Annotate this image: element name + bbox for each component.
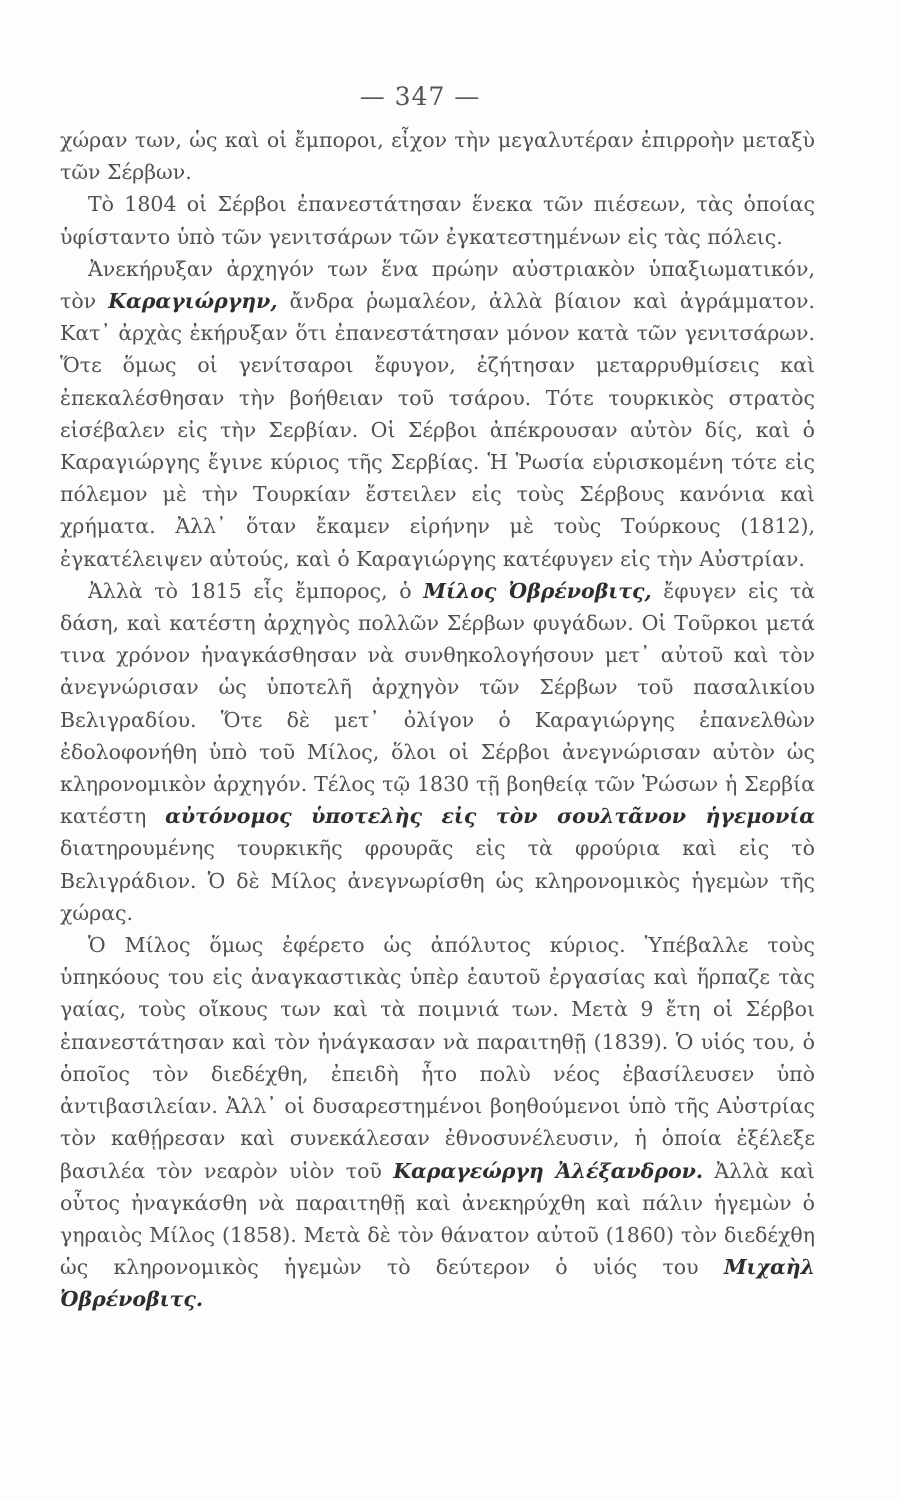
text-segment: ἄνδρα ῥωμαλέον, ἀλλὰ βίαιον καὶ ἀγράμματον. Κατ᾽ ἀρχὰς ἐκήρυξαν ὅτι ἐπανεστάτησαν μόνον κατὰ τῶν γενιτσάρων. Ὅτε ὅμως οἱ γενίτσαροι ἔφυγον, ἐζήτησαν μεταρρυθμίσεις καὶ ἐπεκαλέσθησαν τὴν βοήθειαν τοῦ τσάρου. Τότε τουρκικὸς στρατὸς εἰσέβαλεν εἰς τὴν Σερβίαν. Οἱ Σέρβοι ἀπέκρουσαν αὐτὸν δίς, καὶ ὁ Καραγιώργης ἔγινε κύριος τῆς Σερβίας. Ἡ Ῥωσία εὑρισκομένη τότε εἰς πόλεμον μὲ τὴν Τουρκίαν ἔστειλεν εἰς τοὺς Σέρβους κανόνια καὶ χρήματα. Ἀλλ᾽ ὅταν ἔκαμεν εἰρήνην μὲ τοὺς Τούρκους (1812), ἐγκατέλειψεν αὐτούς, καὶ ὁ Καραγιώργης κατέφυγεν εἰς τὴν Αὐστρίαν. [60,289,815,571]
paragraph [60,253,815,575]
text-segment: Ὁ Μίλος ὅμως ἐφέρετο ὡς ἀπόλυτος κύριος. Ὑπέβαλλε τοὺς ὑπηκόους του εἰς ἀναγκαστικὰς ὑπὲρ ἑαυτοῦ ἐργασίας καὶ ἥρπαζε τὰς γαίας, τοὺς οἴκους των καὶ τὰ ποιμνιά των. Μετὰ 9 ἔτη οἱ Σέρβοι ἐπανεστάτησαν καὶ τὸν ἠνάγκασαν νὰ παραιτηθῇ (1839). Ὁ υἱός του, ὁ ὁποῖος τὸν διεδέχθη, ἐπειδὴ ἦτο πολὺ νέος ἐβασίλευσεν ὑπὸ ἀντιβασιλείαν. Ἀλλ᾽ οἱ δυσαρεστημένοι βοηθούμενοι ὑπὸ τῆς Αὐστρίας τὸν καθῄρεσαν καὶ συνεκάλεσαν ἐθνοσυνέλευσιν, ἡ ὁποία ἐξέλεξε βασιλέα τὸν νεαρὸν υἱὸν τοῦ [60,933,815,1183]
text-segment: Ἀλλὰ τὸ 1815 εἷς ἔμπορος, ὁ [88,578,424,603]
bold-name-alexander-karageorgevic: Καραγεώργη Ἀλέξανδρον. [393,1158,703,1183]
text-segment: Ἀνεκήρυξαν ἀρχηγόν των ἕνα πρώην αὐστριακὸν ὑπαξιωματικόν, τὸν [60,256,815,314]
bold-name-milos-obrenovic: Μίλος Ὀβρένοβιτς, [423,578,652,603]
body-text [60,124,815,1316]
bold-name-karagiorgis: Καραγιώργην, [108,289,278,314]
page-number: — 347 — [359,82,481,111]
text-segment: χώραν των, ὡς καὶ οἱ ἔμποροι, εἶχον τὴν μεγαλυτέραν ἐπιρροὴν μεταξὺ τῶν Σέρβων. [60,128,815,185]
paragraph [60,929,815,1315]
text-segment: Τὸ 1804 οἱ Σέρβοι ἐπανεστάτησαν ἕνεκα τῶν πιέσεων, τὰς ὁποίας ὑφίσταντο ὑπὸ τῶν γενιτσάρων τῶν ἐγκατεστημένων εἰς τὰς πόλεις. [60,192,815,249]
paragraph [60,188,815,252]
bold-phrase-autonomous-principality: αὐτόνομος ὑποτελὴς εἰς τὸν σουλτᾶνον ἡγεμονία [165,804,815,829]
paragraph [60,124,815,188]
text-segment: Ἀλλὰ καὶ οὗτος ἠναγκάσθη νὰ παραιτηθῇ καὶ ἀνεκηρύχθη καὶ πάλιν ἡγεμὼν ὁ γηραιὸς Μίλος (1858). Μετὰ δὲ τὸν θάνατον αὐτοῦ (1860) τὸν διεδέχθη ὡς κληρονομικὸς ἡγεμὼν τὸ δεύτερον ὁ υἱός του [60,1158,815,1280]
paragraph [60,575,815,929]
bold-name-michael-obrenovic: Μιχαὴλ Ὀβρένοβιτς. [60,1255,815,1312]
text-segment: διατηρουμένης τουρκικῆς φρουρᾶς εἰς τὰ φρούρια καὶ εἰς τὸ Βελιγράδιον. Ὁ δὲ Μίλος ἀνεγνωρίσθη ὡς κληρονομικὸς ἡγεμὼν τῆς χώρας. [60,836,815,925]
text-segment: ἔφυγεν εἰς τὰ δάση, καὶ κατέστη ἀρχηγὸς πολλῶν Σέρβων φυγάδων. Οἱ Τοῦρκοι μετά τινα χρόνον ἠναγκάσθησαν νὰ συνθηκολογήσουν μετ᾽ αὐτοῦ καὶ τὸν ἀνεγνώρισαν ὡς ὑποτελῆ ἀρχηγὸν τῶν Σέρβων τοῦ πασαλικίου Βελιγραδίου. Ὅτε δὲ μετ᾽ ὀλίγον ὁ Καραγιώργης ἐπανελθὼν ἐδολοφονήθη ὑπὸ τοῦ Μίλος, ὅλοι οἱ Σέρβοι ἀνεγνώρισαν αὐτὸν ὡς κληρονομικὸν ἀρχηγόν. Τέλος τῷ 1830 τῇ βοηθείᾳ τῶν Ῥώσων ἡ Σερβία κατέστη [60,578,815,829]
